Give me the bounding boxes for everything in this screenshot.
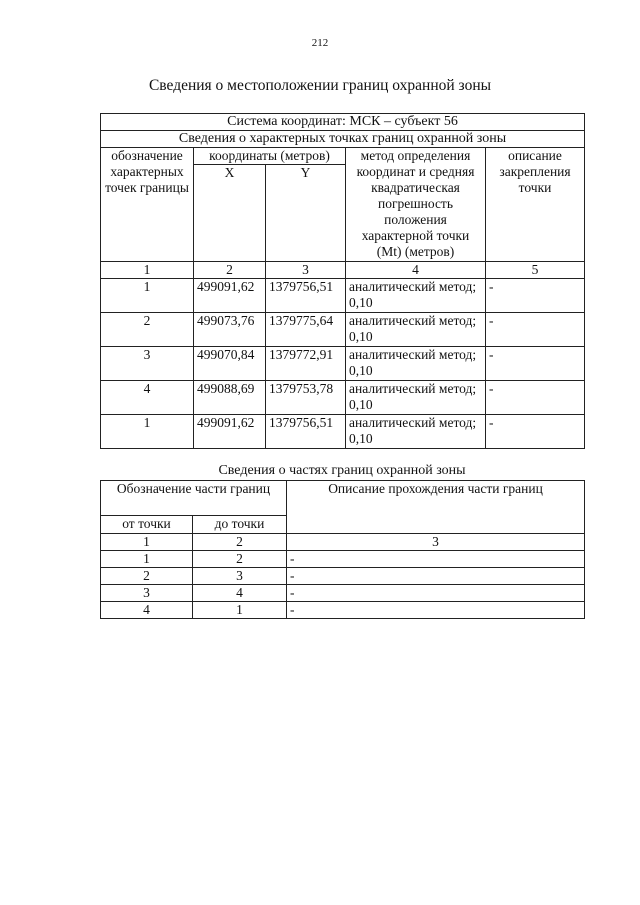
- column-number: 1: [101, 262, 194, 279]
- point-designation: 1: [101, 279, 194, 313]
- table-row: [101, 279, 585, 313]
- from-point: 3: [101, 585, 193, 602]
- table-row: [101, 602, 585, 619]
- from-point: 2: [101, 568, 193, 585]
- header-coordinates: координаты (метров): [194, 148, 346, 165]
- coord-y: 1379775,64: [266, 313, 346, 347]
- to-point: 1: [193, 602, 287, 619]
- header-method: метод определения координат и средняя квадратическая погрешность положения характерной точки (Mt) (метров): [346, 148, 486, 262]
- parts-table-caption: Сведения о частях границ охранной зоны: [218, 463, 466, 478]
- part-description: -: [287, 568, 585, 585]
- method-cell: аналитический метод; 0,10: [346, 381, 486, 415]
- table-row: [101, 551, 585, 568]
- coordinate-table-subtitle: Сведения о характерных точках границ охранной зоны: [101, 131, 585, 148]
- method-cell: аналитический метод; 0,10: [346, 347, 486, 381]
- header-from-point: от точки: [101, 516, 193, 534]
- coordinate-system-label: Система координат: МСК – субъект 56: [101, 114, 585, 131]
- column-number: 3: [287, 534, 585, 551]
- header-fixing-description: описание закрепления точки: [486, 148, 585, 262]
- point-designation: 3: [101, 347, 194, 381]
- column-number: 5: [486, 262, 585, 279]
- table-row: [101, 568, 585, 585]
- coord-y: 1379756,51: [266, 279, 346, 313]
- to-point: 2: [193, 551, 287, 568]
- table-row: [101, 347, 585, 381]
- coordinates-table: [100, 113, 585, 449]
- header-x: X: [194, 165, 266, 262]
- page-title: Сведения о местоположении границ охранной зоны: [148, 77, 492, 94]
- from-point: 4: [101, 602, 193, 619]
- boundary-parts-table: [100, 480, 585, 619]
- part-description: -: [287, 551, 585, 568]
- method-cell: аналитический метод; 0,10: [346, 415, 486, 449]
- coord-x: 499091,62: [194, 279, 266, 313]
- page-number: 212: [311, 37, 329, 49]
- point-designation: 2: [101, 313, 194, 347]
- coord-y: 1379753,78: [266, 381, 346, 415]
- fixing-cell: -: [486, 415, 585, 449]
- header-designation: обозначение характерных точек границы: [101, 148, 194, 262]
- coord-x: 499088,69: [194, 381, 266, 415]
- point-designation: 4: [101, 381, 194, 415]
- to-point: 3: [193, 568, 287, 585]
- coord-x: 499091,62: [194, 415, 266, 449]
- header-part-designation: Обозначение части границ: [101, 481, 287, 516]
- fixing-cell: -: [486, 381, 585, 415]
- table-row: [101, 415, 585, 449]
- coord-y: 1379756,51: [266, 415, 346, 449]
- table-row: [101, 585, 585, 602]
- point-designation: 1: [101, 415, 194, 449]
- column-number: 2: [194, 262, 266, 279]
- fixing-cell: -: [486, 347, 585, 381]
- column-number: 4: [346, 262, 486, 279]
- table-row: [101, 313, 585, 347]
- header-part-description: Описание прохождения части границ: [287, 481, 585, 534]
- fixing-cell: -: [486, 313, 585, 347]
- header-y: Y: [266, 165, 346, 262]
- method-cell: аналитический метод; 0,10: [346, 279, 486, 313]
- header-to-point: до точки: [193, 516, 287, 534]
- column-number: 1: [101, 534, 193, 551]
- method-cell: аналитический метод; 0,10: [346, 313, 486, 347]
- fixing-cell: -: [486, 279, 585, 313]
- coord-x: 499073,76: [194, 313, 266, 347]
- part-description: -: [287, 585, 585, 602]
- coord-x: 499070,84: [194, 347, 266, 381]
- to-point: 4: [193, 585, 287, 602]
- from-point: 1: [101, 551, 193, 568]
- part-description: -: [287, 602, 585, 619]
- table-row: [101, 381, 585, 415]
- coord-y: 1379772,91: [266, 347, 346, 381]
- column-number: 3: [266, 262, 346, 279]
- column-number: 2: [193, 534, 287, 551]
